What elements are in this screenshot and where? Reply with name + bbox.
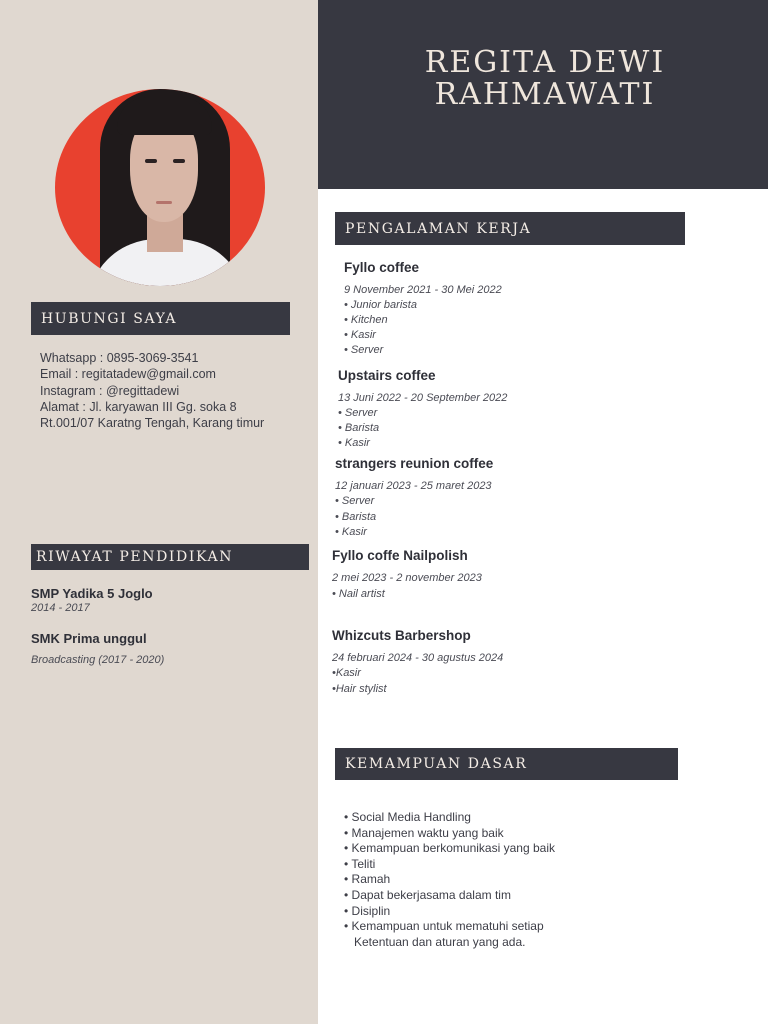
skill-item: • Ramah	[344, 872, 391, 886]
job-duty: • Barista	[338, 422, 380, 434]
job-duty: •Hair stylist	[332, 683, 387, 695]
skill-item: • Teliti	[344, 857, 376, 871]
job-duty: • Kasir	[335, 526, 367, 538]
skill-item: • Manajemen waktu yang baik	[344, 826, 504, 840]
resume-name	[318, 47, 768, 111]
skill-item: • Kemampuan untuk mematuhi setiap	[344, 919, 544, 933]
job-title-4: Fyllo coffe Nailpolish	[332, 548, 468, 563]
job-period-3: 12 januari 2023 - 25 maret 2023	[335, 480, 492, 492]
job-duty: • Server	[344, 344, 384, 356]
job-duty: • Kitchen	[344, 314, 388, 326]
job-duty: • Server	[338, 407, 378, 419]
contact-whatsapp: Whatsapp : 0895-3069-3541	[40, 351, 199, 365]
job-duty: •Kasir	[332, 667, 361, 679]
job-period-4: 2 mei 2023 - 2 november 2023	[332, 572, 482, 584]
experience-heading: PENGALAMAN KERJA	[335, 212, 685, 245]
skills-heading: KEMAMPUAN DASAR	[335, 748, 678, 780]
education-school-2: SMK Prima unggul	[31, 631, 147, 646]
name-line-2: RAHMAWATI	[434, 77, 656, 112]
job-title-1: Fyllo coffee	[344, 260, 420, 275]
contact-instagram: Instagram : @regittadewi	[40, 384, 180, 398]
skill-item: • Dapat bekerjasama dalam tim	[344, 888, 511, 902]
job-period-5: 24 februari 2024 - 30 agustus 2024	[332, 652, 504, 664]
contact-email: Email : regitatadew@gmail.com	[40, 367, 216, 381]
education-detail-1: 2014 - 2017	[31, 602, 90, 614]
skill-item: • Social Media Handling	[344, 810, 471, 824]
profile-photo	[55, 89, 265, 286]
education-school-1: SMP Yadika 5 Joglo	[31, 586, 153, 601]
job-duty: • Nail artist	[332, 588, 385, 600]
job-period-1: 9 November 2021 - 30 Mei 2022	[344, 284, 502, 296]
job-duty: • Kasir	[344, 329, 376, 341]
skill-item: • Disiplin	[344, 904, 391, 918]
skill-item: • Kemampuan berkomunikasi yang baik	[344, 841, 555, 855]
job-duty: • Junior barista	[344, 299, 417, 311]
contact-address-2: Rt.001/07 Karatng Tengah, Karang timur	[40, 416, 265, 430]
job-duty: • Barista	[335, 511, 377, 523]
skill-item: Ketentuan dan aturan yang ada.	[344, 935, 526, 949]
job-duty: • Server	[335, 495, 375, 507]
contact-address: Alamat : Jl. karyawan III Gg. soka 8	[40, 400, 237, 414]
contact-heading: HUBUNGI SAYA	[31, 302, 290, 335]
education-detail-2: Broadcasting (2017 - 2020)	[31, 654, 165, 666]
name-line-1: REGITA DEWI	[424, 45, 666, 80]
job-period-2: 13 Juni 2022 - 20 September 2022	[338, 392, 508, 404]
job-duty: • Kasir	[338, 437, 370, 449]
education-heading: RIWAYAT PENDIDIKAN	[31, 544, 309, 570]
job-title-3: strangers reunion coffee	[335, 456, 494, 471]
job-title-5: Whizcuts Barbershop	[332, 628, 471, 643]
job-title-2: Upstairs coffee	[338, 368, 436, 383]
